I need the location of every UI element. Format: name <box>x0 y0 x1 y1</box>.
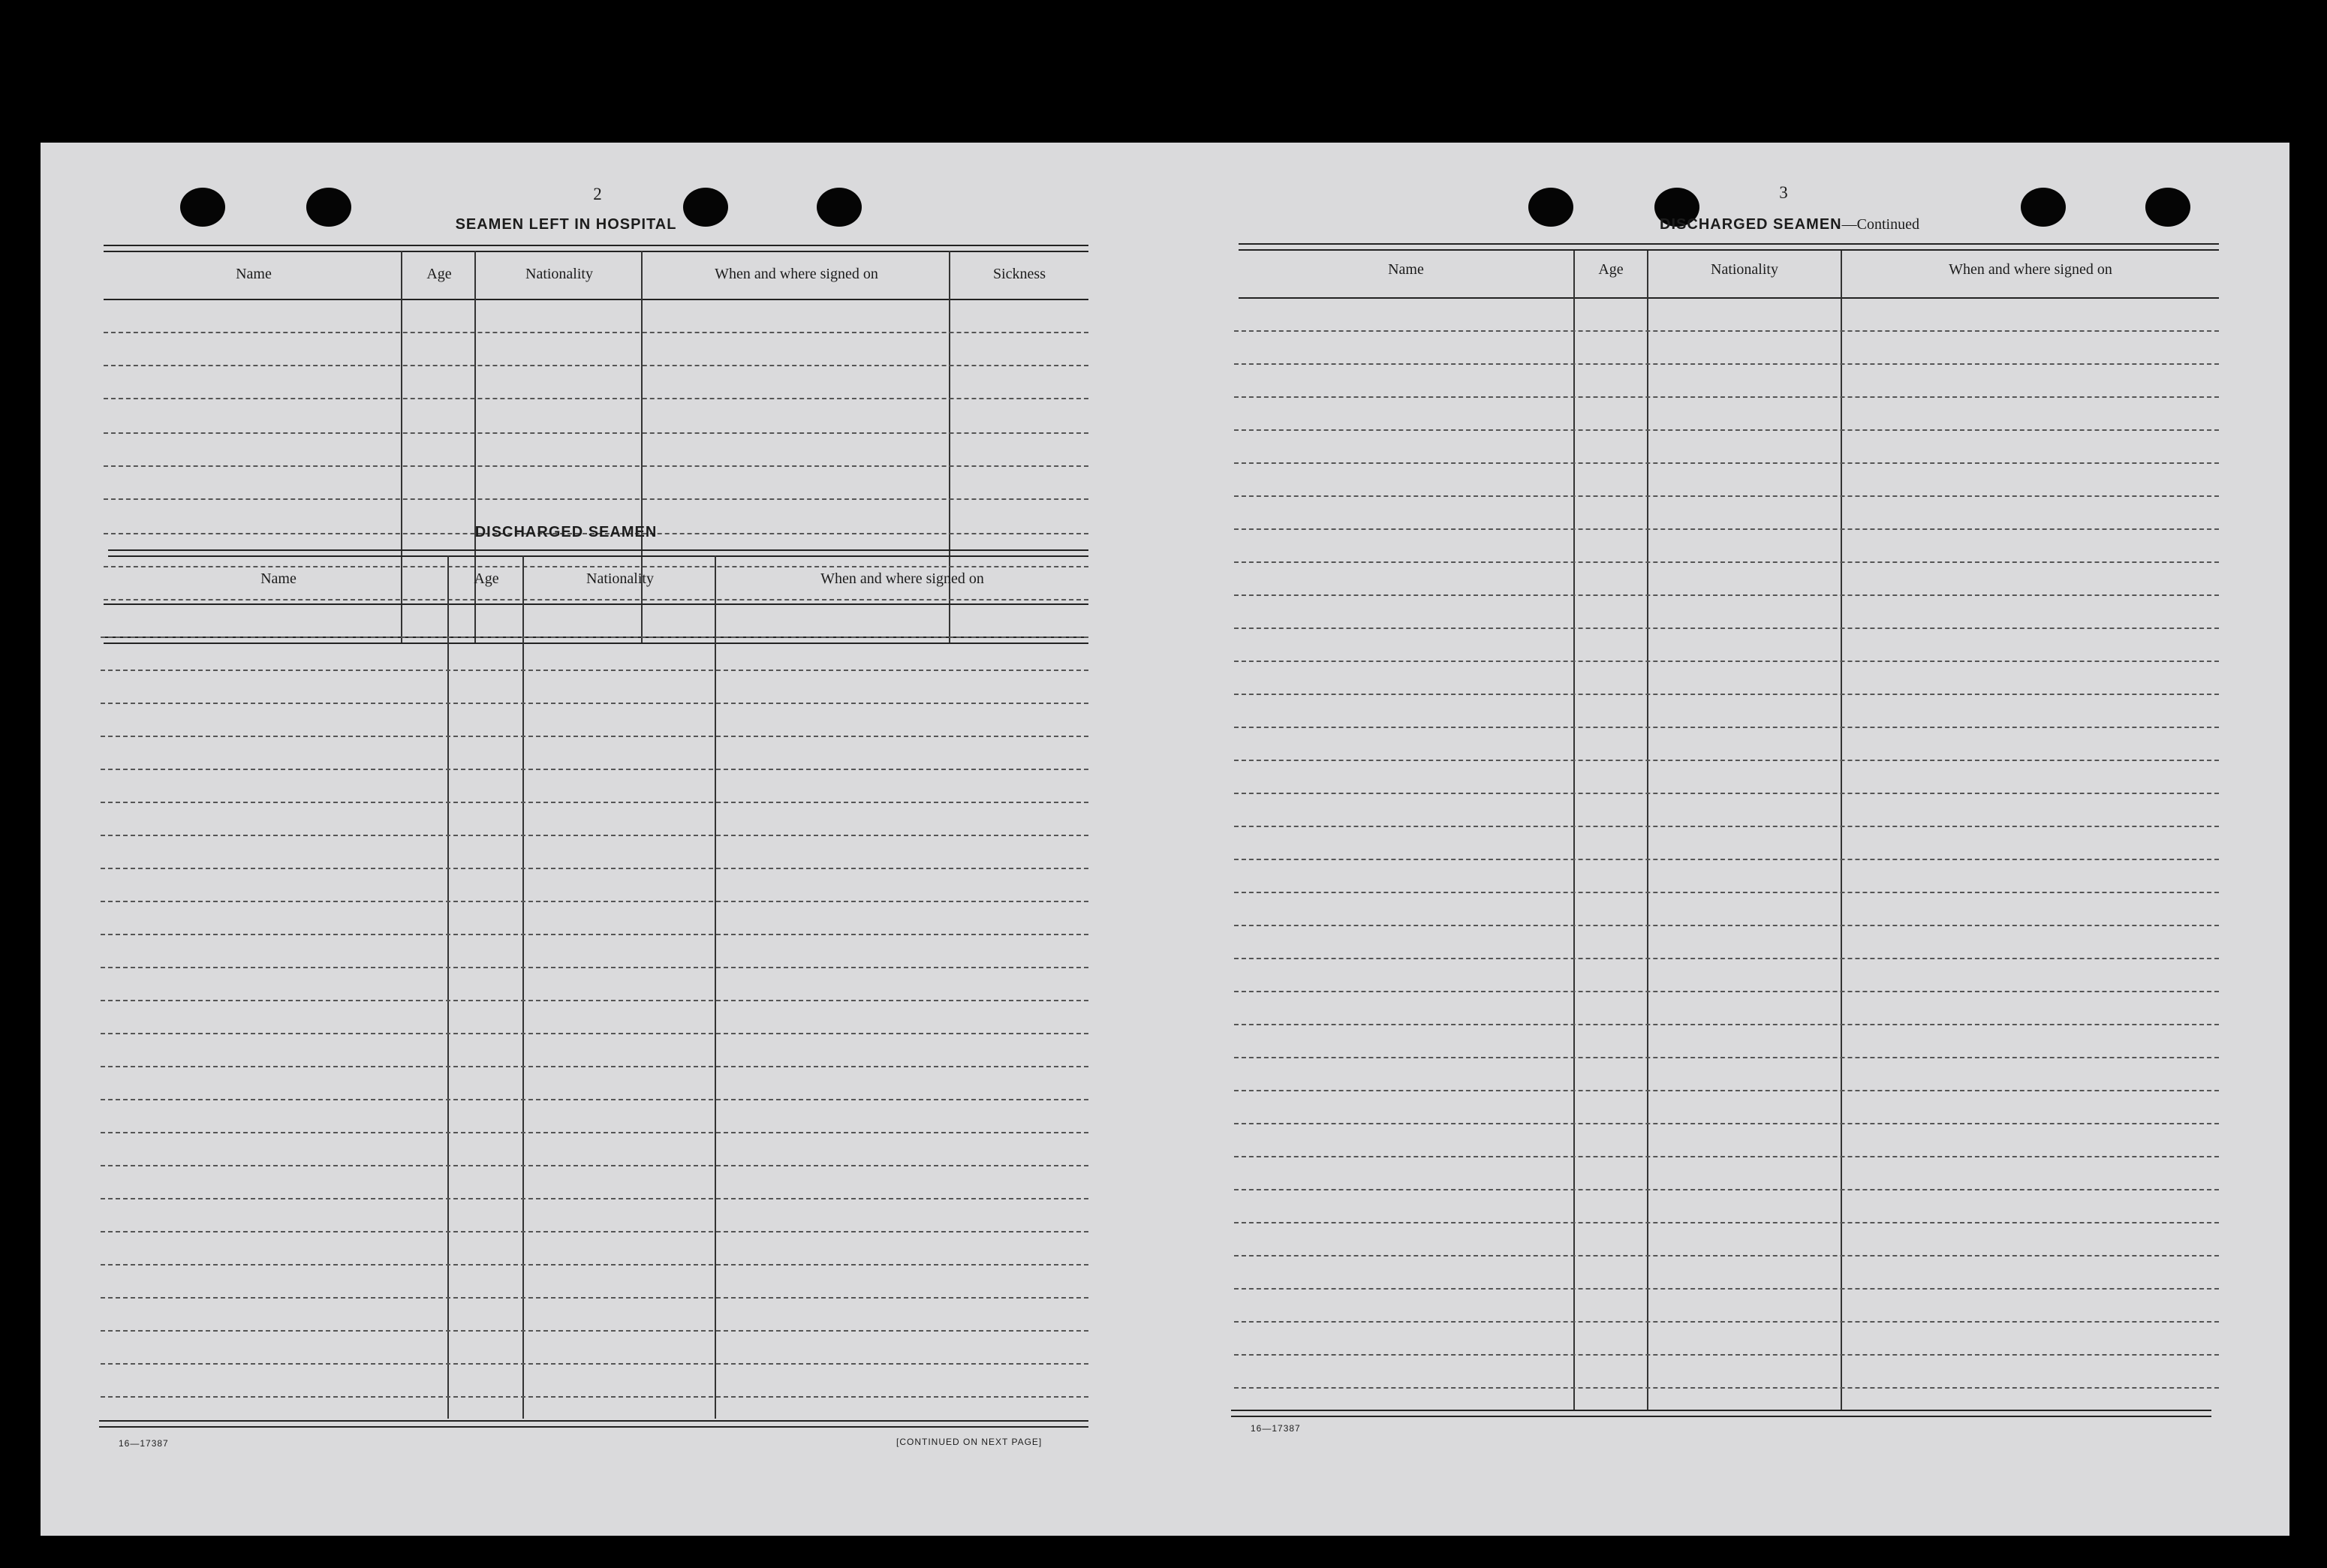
discharged-header-rule <box>104 603 1088 605</box>
entry-line <box>1234 661 2219 662</box>
entry-line <box>101 736 1088 737</box>
column-header-sickness: Sickness <box>993 266 1046 282</box>
entry-line <box>1234 462 2219 464</box>
entry-line <box>101 1396 1088 1398</box>
column-header-nationality: Nationality <box>525 266 593 282</box>
entry-line <box>101 1297 1088 1299</box>
column-divider <box>715 555 716 1419</box>
entry-line <box>101 901 1088 902</box>
entry-line <box>1234 495 2219 497</box>
entry-line <box>1234 991 2219 992</box>
discharged-continued-title <box>1542 216 2037 233</box>
entry-line <box>1234 594 2219 596</box>
entry-line <box>101 835 1088 836</box>
entry-line <box>101 670 1088 671</box>
entry-line <box>1234 1156 2219 1157</box>
entry-line <box>101 1033 1088 1034</box>
entry-line <box>1234 1255 2219 1257</box>
entry-line <box>104 332 1088 333</box>
column-header-nationality: Nationality <box>1711 261 1778 278</box>
entry-line <box>101 802 1088 803</box>
entry-line <box>101 1198 1088 1199</box>
discharged-bottom-rule <box>99 1420 1088 1428</box>
form-number: 16—17387 <box>1251 1423 1301 1434</box>
entry-line <box>1234 1123 2219 1124</box>
right-header-rule <box>1239 297 2219 299</box>
column-header-when-where: When and where signed on <box>820 570 984 587</box>
column-header-nationality: Nationality <box>586 570 654 587</box>
entry-line <box>101 1132 1088 1133</box>
column-header-age: Age <box>426 266 452 282</box>
entry-line <box>1234 793 2219 794</box>
entry-line <box>1234 429 2219 431</box>
page-number: 3 <box>1779 183 1788 202</box>
entry-line <box>101 967 1088 968</box>
entry-line <box>1234 330 2219 332</box>
right-top-rule <box>1239 243 2219 251</box>
entry-line <box>1234 760 2219 761</box>
entry-line <box>1234 528 2219 530</box>
entry-line <box>101 1165 1088 1166</box>
right-page <box>1167 143 2289 1536</box>
entry-line <box>101 1000 1088 1001</box>
column-header-name: Name <box>1388 261 1424 278</box>
entry-line <box>1234 1024 2219 1025</box>
entry-line <box>101 769 1088 770</box>
entry-line <box>104 398 1088 399</box>
discharged-section-title: DISCHARGED SEAMEN <box>474 524 658 540</box>
entry-line <box>1234 1288 2219 1290</box>
form-number: 16—17387 <box>119 1438 169 1449</box>
entry-line <box>1234 1354 2219 1356</box>
entry-line <box>1234 727 2219 728</box>
entry-line <box>1234 1090 2219 1091</box>
continued-note: [CONTINUED ON NEXT PAGE] <box>896 1437 1043 1447</box>
entry-line <box>101 1363 1088 1365</box>
entry-line <box>1234 1057 2219 1058</box>
entry-line <box>1234 1189 2219 1190</box>
hospital-section-title: SEAMEN LEFT IN HOSPITAL <box>455 216 677 233</box>
column-header-age: Age <box>474 570 499 587</box>
entry-line <box>1234 859 2219 860</box>
entry-line <box>1234 396 2219 398</box>
entry-line <box>1234 1387 2219 1389</box>
entry-line <box>101 1099 1088 1100</box>
entry-line <box>1234 925 2219 926</box>
entry-line <box>1234 363 2219 365</box>
entry-line <box>104 498 1088 500</box>
column-header-age: Age <box>1598 261 1624 278</box>
column-header-when-where: When and where signed on <box>715 266 878 282</box>
column-header-when-where: When and where signed on <box>1949 261 2112 278</box>
entry-line <box>104 599 1088 600</box>
entry-line <box>1234 1222 2219 1223</box>
column-divider <box>1647 251 1648 1411</box>
entry-line <box>104 432 1088 434</box>
entry-line <box>1234 892 2219 893</box>
page-number: 2 <box>593 185 602 203</box>
entry-line <box>104 465 1088 467</box>
entry-line <box>101 934 1088 935</box>
entry-line <box>1234 826 2219 827</box>
column-header-name: Name <box>236 266 272 282</box>
column-divider <box>522 555 524 1419</box>
entry-line <box>1234 628 2219 629</box>
entry-line <box>1234 561 2219 563</box>
entry-line <box>1234 1321 2219 1323</box>
entry-line <box>101 1066 1088 1067</box>
entry-line <box>101 703 1088 704</box>
column-divider <box>1573 251 1575 1411</box>
form-sheet <box>41 143 2289 1536</box>
entry-line <box>101 637 1088 638</box>
entry-line <box>1234 958 2219 959</box>
hospital-top-rule <box>104 245 1088 252</box>
entry-line <box>101 1231 1088 1232</box>
column-header-name: Name <box>260 570 297 587</box>
entry-line <box>104 566 1088 567</box>
entry-line <box>101 1264 1088 1266</box>
entry-line <box>101 1330 1088 1332</box>
discharged-top-rule <box>108 549 1088 557</box>
right-bottom-rule <box>1231 1410 2211 1417</box>
column-divider <box>1841 251 1842 1411</box>
entry-line <box>104 365 1088 366</box>
discharged-title-text: DISCHARGED SEAMEN <box>1660 216 1842 233</box>
entry-line <box>1234 694 2219 695</box>
column-divider <box>447 555 449 1419</box>
entry-line <box>101 868 1088 869</box>
left-page <box>41 143 1151 1536</box>
continued-suffix: —Continued <box>1841 216 1919 233</box>
hospital-header-rule <box>104 299 1088 300</box>
